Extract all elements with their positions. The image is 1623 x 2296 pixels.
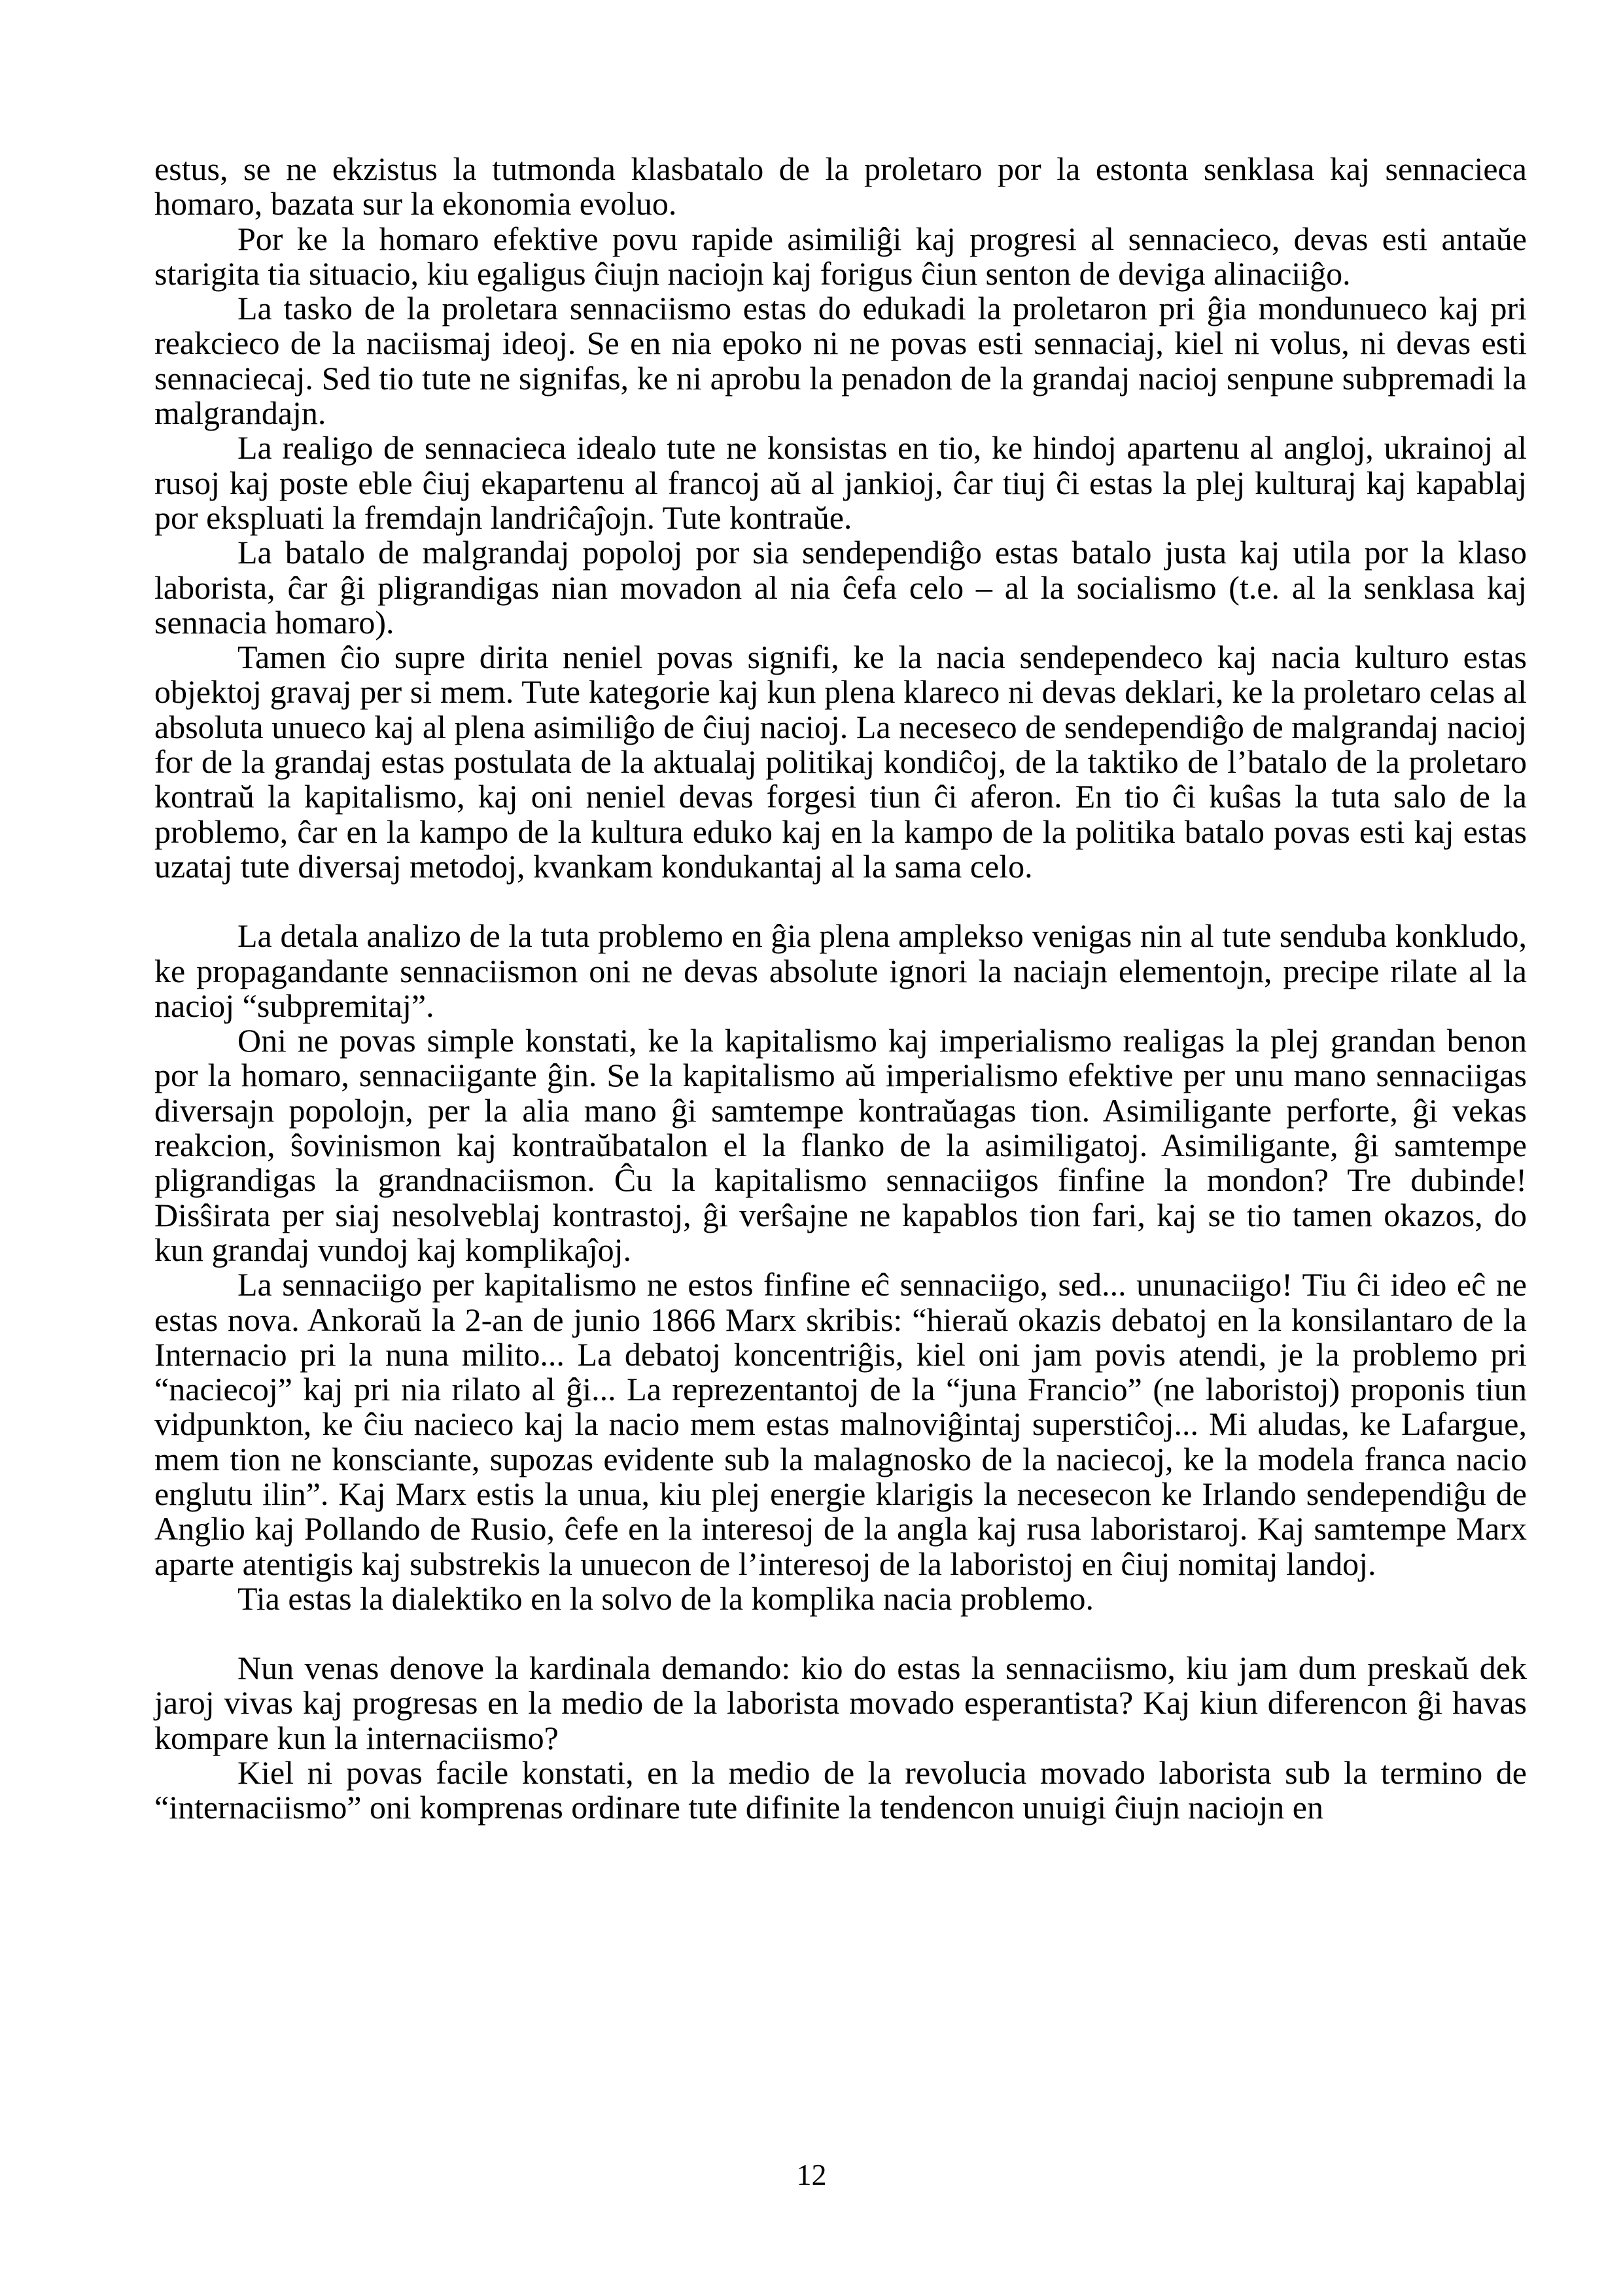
paragraph: Tia estas la dialektiko en la solvo de la komplika nacia problemo.	[237, 1580, 1094, 1617]
page-number: 12	[796, 2158, 827, 2191]
paragraph: Nun venas denove la kardinala demando: kio do estas la sennaciismo, kiu jam dum preskaŭ dek jaroj vivas kaj progresas en la medio de la laborista movado esperantista? Kaj kiun diferencon ĝi havas kompare kun la internaciismo?	[154, 1650, 1527, 1756]
paragraph: Oni ne povas simple konstati, ke la kapitalismo kaj imperialismo realigas la plej grandan benon por la homaro, sennaciigante ĝin. Se la kapitalismo aŭ imperialismo efektive per unu mano sennaciigas diversajn popolojn, per la alia mano ĝi samtempe kontraŭagas tion. Asimiligante perforte, ĝi vekas reakcion, ŝovinismon kaj kontraŭbatalon el la flanko de la asimiligatoj. Asimiligante, ĝi samtempe pligrandigas la grandnaciismon. Ĉu la kapitalismo sennaciigos finfine la mondon? Tre dubinde! Disŝirata per siaj nesolveblaj kontrastoj, ĝi verŝajne ne kapablos tion fari, kaj se tio tamen okazos, do kun grandaj vundoj kaj komplikaĵoj.	[154, 1022, 1527, 1268]
paragraph: estus, se ne ekzistus la tutmonda klasbatalo de la proletaro por la estonta senklasa kaj sennacieca homaro, bazata sur la ekonomia evoluo.	[154, 150, 1527, 222]
paragraph: Por ke la homaro efektive povu rapide asimiliĝi kaj progresi al sennacieco, devas esti antaŭe starigita tia situacio, kiu egaligus ĉiujn naciojn kaj forigus ĉiun senton de deviga alinaciiĝo.	[154, 220, 1527, 292]
paragraph: La tasko de la proletara sennaciismo estas do edukadi la proletaron pri ĝia mondunueco kaj pri reakcieco de la naciismaj ideoj. Se en nia epoko ni ne povas esti sennaciaj, kiel ni volus, ni devas esti sennaciecaj. Sed tio tute ne signifas, ke ni aprobu la penadon de la grandaj nacioj senpune subpremadi la malgrandajn.	[154, 290, 1527, 432]
paragraph: La batalo de malgrandaj popoloj por sia sendependiĝo estas batalo justa kaj utila por la klaso laborista, ĉar ĝi pligrandigas nian movadon al nia ĉefa celo – al la socialismo (t.e. al la senklasa kaj sennacia homaro).	[154, 534, 1527, 641]
paragraph: La sennaciigo per kapitalismo ne estos finfine eĉ sennaciigo, sed... ununaciigo! Tiu ĉi ideo eĉ ne estas nova. Ankoraŭ la 2-an de junio 1866 Marx skribis: “hieraŭ okazis debatoj en la konsilantaro de la Internacio pri la nuna milito... La debatoj koncentriĝis, kiel oni jam povis atendi, je la problemo pri “naciecoj” kaj pri nia rilato al ĝi... La reprezentantoj de la “juna Francio” (ne laboristoj) proponis tiun vidpunkton, ke ĉiu nacieco kaj la nacio mem estas malnoviĝintaj superstiĉoj... Mi aludas, ke Lafargue, mem tion ne konsciante, supozas evidente sub la malagnosko de la naciecoj, ke la modela franca nacio englutu ilin”. Kaj Marx estis la unua, kiu plej energie klarigis la necesecon ke Irlando sendependiĝu de Anglio kaj Pollando de Rusio, ĉefe en la interesoj de la angla kaj rusa laboristaroj. Kaj samtempe Marx aparte atentigis kaj substrekis la unuecon de l’interesoj de la laboristoj en ĉiuj nomitaj landoj.	[154, 1266, 1527, 1582]
paragraph: Tamen ĉio supre dirita neniel povas signifi, ke la nacia sendependeco kaj nacia kulturo estas objektoj gravaj per si mem. Tute kategorie kaj kun plena klareco ni devas deklari, ke la proletaro celas al absoluta unueco kaj al plena asimiliĝo de ĉiuj nacioj. La neceseco de sendependiĝo de malgrandaj nacioj for de la grandaj estas postulata de la aktualaj politikaj kondiĉoj, de la taktiko de l’batalo de la proletaro kontraŭ la kapitalismo, kaj oni neniel devas forgesi tiun ĉi aferon. En tio ĉi kuŝas la tuta salo de la problemo, ĉar en la kampo de la kultura eduko kaj en la kampo de la politika batalo povas esti kaj estas uzataj tute diversaj metodoj, kvankam kondukantaj al la sama celo.	[154, 639, 1527, 885]
section-break	[154, 884, 1527, 919]
section-break	[154, 1616, 1527, 1651]
paragraph: La detala analizo de la tuta problemo en ĝia plena amplekso venigas nin al tute senduba konkludo, ke propagandante sennaciismon oni ne devas absolute ignori la naciajn elementojn, precipe rilate al la nacioj “subpremitaj”.	[154, 917, 1527, 1024]
document-body	[154, 152, 1527, 1826]
paragraph: Kiel ni povas facile konstati, en la medio de la revolucia movado laborista sub la termino de “internaciismo” oni komprenas ordinare tute difinite la tendencon unuigi ĉiujn naciojn en	[154, 1754, 1527, 1826]
paragraph: La realigo de sennacieca idealo tute ne konsistas en tio, ke hindoj apartenu al angloj, ukrainoj al rusoj kaj poste eble ĉiuj ekapartenu al francoj aŭ al jankioj, ĉar tiuj ĉi estas la plej kulturaj kaj kapablaj por ekspluati la fremdajn landriĉaĵojn. Tute kontraŭe.	[154, 429, 1527, 536]
